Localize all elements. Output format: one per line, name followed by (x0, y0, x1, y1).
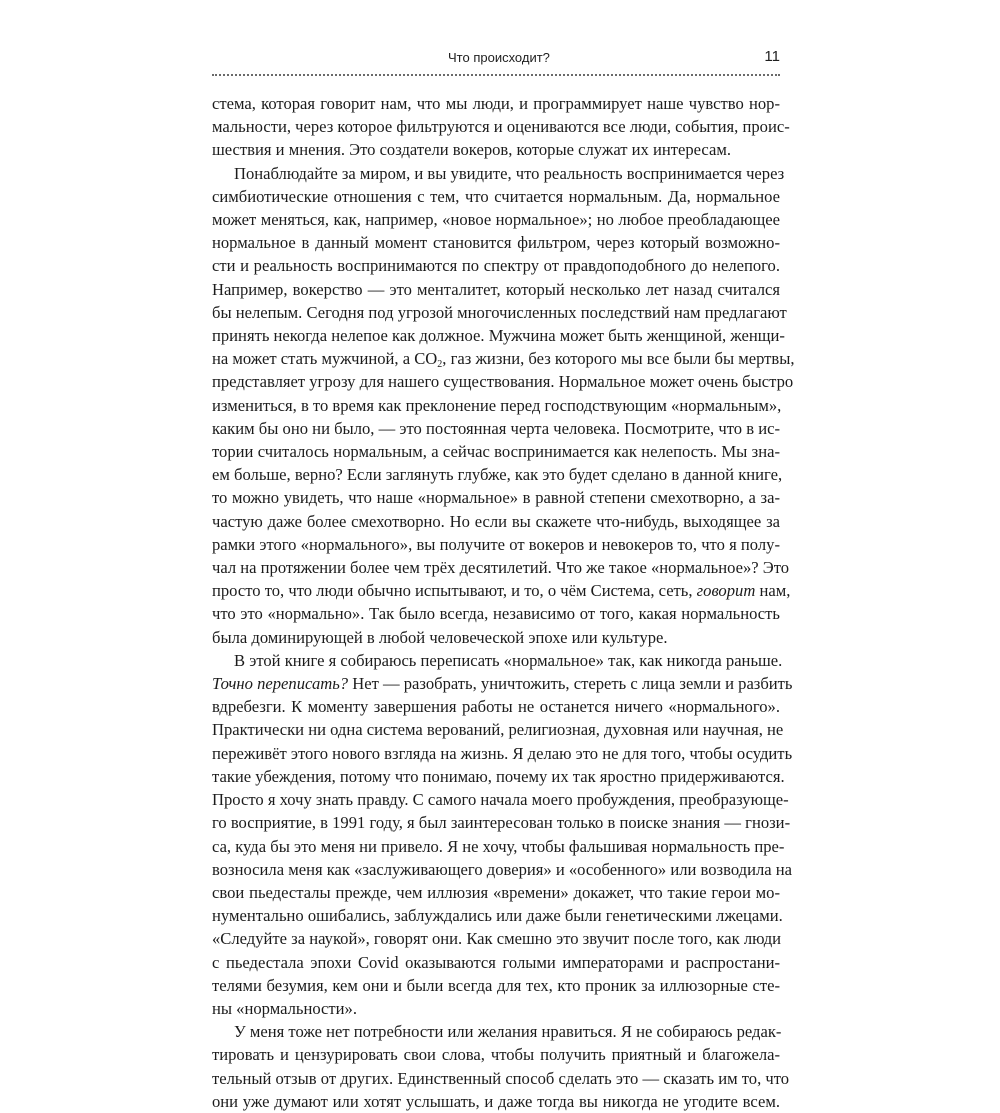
text-line: В этой книге я собираюсь переписать «нормальное» так, как никогда раньше. (234, 650, 783, 670)
text-line: бы нелепым. Сегодня под угрозой многочисленных последствий нам предлагают (212, 302, 787, 322)
text-line: Понаблюдайте за миром, и вы увидите, что реальность воспринимается через (234, 163, 785, 183)
text-line: «Следуйте за наукой», говорят они. Как смешно это звучит после того, как люди (212, 929, 782, 949)
text-line: свои пьедесталы прежде, чем иллюзия «времени» докажет, что такие герои мо- (212, 882, 780, 902)
text-line: измениться, в то время как преклонение перед господствующим «нормальным», (212, 395, 782, 415)
text-line: нументально ошибались, заблуждались или даже были генетическими лжецами. (212, 906, 783, 926)
running-head-title: Что происходит? (448, 50, 550, 65)
text-line: Просто я хочу знать правду. С самого начала моего пробуждения, преобразующе- (212, 790, 789, 810)
text-line: принять некогда нелепое как должное. Мужчина может быть женщиной, женщи- (212, 326, 785, 346)
text-line: чал на протяжении более чем трёх десятилетий. Что же такое «нормальное»? Это (212, 558, 790, 578)
page-number: 11 (764, 48, 780, 65)
text-segment: Нет — разобрать, уничтожить, стереть с лица земли и разбить (348, 674, 793, 694)
running-head (212, 48, 780, 72)
text-line: частую даже более смехотворно. Но если вы скажете что-нибудь, выходящее за (212, 511, 780, 531)
paragraph-2 (212, 162, 795, 649)
text-line: была доминирующей в любой человеческой эпохе или культуре. (212, 627, 668, 647)
text-line: каким бы оно ни было, — это постоянная черта человека. Посмотрите, что в ис- (212, 418, 780, 438)
body-text (212, 92, 795, 1113)
text-line: может меняться, как, например, «новое нормальное»; но любое преобладающее (212, 210, 780, 230)
subscript-2: 2 (437, 359, 443, 371)
paragraph-3 (212, 649, 793, 1020)
text-line: го восприятие, в 1991 году, я был заинтересован только в поиске знания — гнози- (212, 813, 791, 833)
text-line: с пьедестала эпохи Covid оказываются голыми императорами и распростани- (212, 952, 780, 972)
text-line: мальности, через которое фильтруются и оцениваются все люди, события, проис- (212, 117, 790, 137)
text-segment: просто то, что люди обычно испытывают, и то, о чём Система, сеть, (212, 581, 697, 601)
text-segment: , газ жизни, без которого мы все были бы мертвы, (442, 349, 795, 369)
text-line: телями безумия, кем они и были всегда для тех, кто проник за иллюзорные сте- (212, 975, 780, 995)
text-line: переживёт этого нового взгляда на жизнь. Я делаю это не для того, чтобы осудить (212, 743, 793, 763)
text-line: тельный отзыв от других. Единственный способ сделать это — сказать им то, что (212, 1068, 790, 1088)
text-line-co2 (212, 347, 795, 371)
text-line: сти и реальность воспринимаются по спектру от правдоподобного до нелепого. (212, 256, 780, 276)
emphasis-tochno-perepisat: Точно переписать? (212, 674, 349, 694)
text-line: Например, вокерство — это менталитет, который несколько лет назад считался (212, 279, 780, 299)
text-segment: на может стать мужчиной, а CO (212, 349, 438, 369)
text-line: са, куда бы это меня ни привело. Я не хочу, чтобы фальшивая нормальность пре- (212, 836, 785, 856)
text-line: то можно увидеть, что наше «нормальное» в равной степени смехотворно, а за- (212, 488, 780, 508)
header-dotted-rule (212, 74, 780, 76)
text-line: симбиотические отношения с тем, что считается нормальным. Да, нормальное (212, 186, 780, 206)
text-line: ны «нормальности». (212, 998, 357, 1018)
paragraph-4 (212, 1020, 790, 1113)
text-line: стема, которая говорит нам, что мы люди, и программирует наше чувство нор- (212, 94, 780, 113)
text-line: возносила меня как «заслуживающего доверия» и «особенного» или возводила на (212, 859, 793, 879)
emphasis-govorit: говорит (696, 581, 756, 601)
text-line: ем больше, верно? Если заглянуть глубже, как это будет сделано в данной книге, (212, 465, 783, 485)
text-line-emphasis (212, 672, 793, 695)
text-line: шествия и мнения. Это создатели вокеров, которые служат их интересам. (212, 140, 732, 160)
text-line: У меня тоже нет потребности или желания нравиться. Я не собираюсь редак- (234, 1022, 782, 1042)
text-line: что это «нормально». Так было всегда, независимо от того, какая нормальность (212, 604, 780, 624)
text-line: рамки этого «нормального», вы получите от вокеров и невокеров то, что я полу- (212, 534, 780, 554)
text-line: тировать и цензурировать свои слова, чтобы получить приятный и благожела- (212, 1045, 780, 1065)
text-line: вдребезги. К моменту завершения работы не останется ничего «нормального». (212, 697, 780, 717)
text-line: Практически ни одна система верований, религиозная, духовная или научная, не (212, 720, 784, 740)
text-line: нормальное в данный момент становится фильтром, через который возможно- (212, 233, 780, 253)
text-segment: нам, (755, 581, 791, 601)
text-line-emphasis (212, 579, 791, 602)
text-line: тории считалось нормальным, а сейчас воспринимается как нелепость. Мы зна- (212, 442, 780, 462)
paragraph-1 (212, 92, 790, 162)
text-line: представляет угрозу для нашего существования. Нормальное может очень быстро (212, 372, 794, 392)
text-line: они уже думают или хотят услышать, и даже тогда вы никогда не угодите всем. (212, 1091, 780, 1111)
text-line: такие убеждения, потому что понимаю, почему их так яростно придерживаются. (212, 766, 785, 786)
